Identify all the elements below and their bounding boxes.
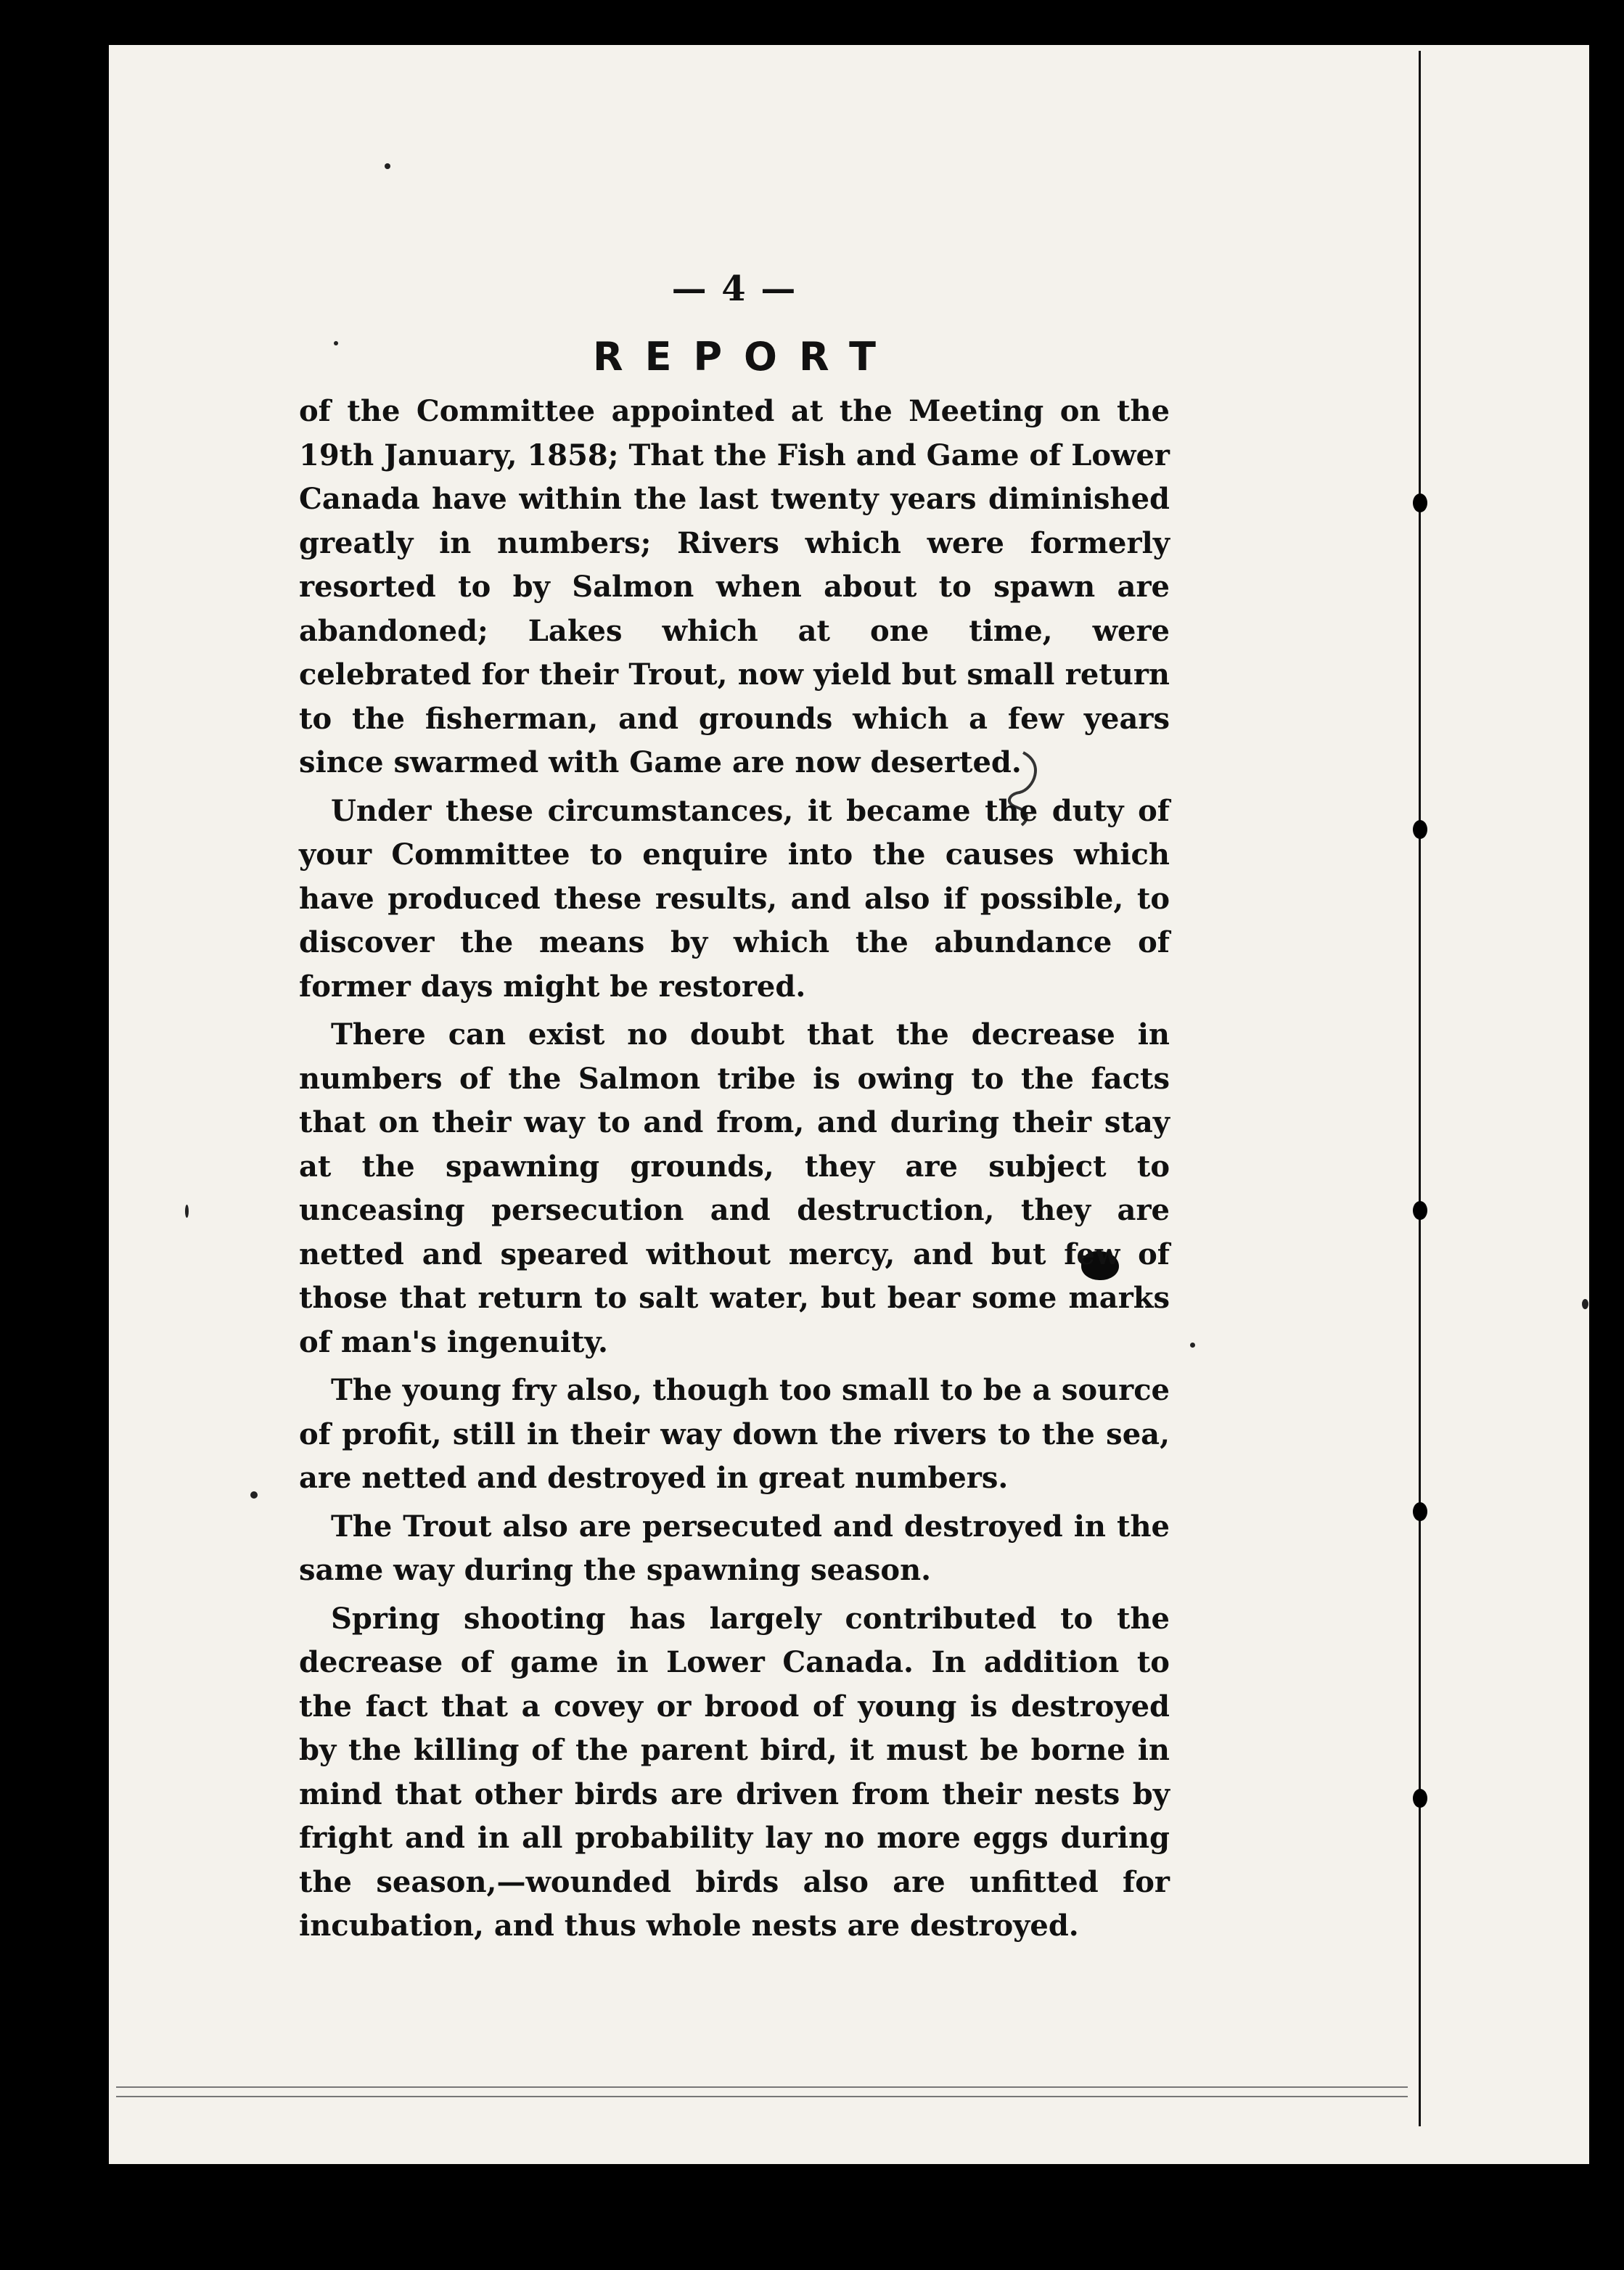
binding-hole-mark xyxy=(1413,1789,1427,1808)
paragraph-spring-shooting: Spring shooting has largely contributed to the decrease of game in Lower Canada. In addition to the fact that a covey or brood of young is destroyed by the killing of the parent bird, it must be borne in mind that other birds are driven from their nests by fright and in all probability lay no more eggs during the season,—wounded birds also are unfitted for incubation, and thus whole nests are destroyed. xyxy=(299,1601,1170,1943)
page-number: — 4 — xyxy=(671,269,797,309)
bottom-rule xyxy=(116,2096,1408,2097)
paragraph-committee-duty: Under these circumstances, it became the duty of your Committee to enquire into the causes which have produced these results, and also if possible, to discover the means by which the abundance of former days might be restored. xyxy=(299,793,1170,1004)
paragraph-salmon-decrease: There can exist no doubt that the decrease in numbers of the Salmon tribe is owing to the facts that on their way to and from, and during their stay at the spawning grounds, they are subject to unceasing persecution and destruction, they are netted and speared without mercy, and but few of those that return to salt water, but bear some marks of man's ingenuity. xyxy=(299,1017,1170,1359)
binding-hole-mark xyxy=(1413,1201,1427,1220)
scan-speck xyxy=(385,163,390,169)
paragraph-committee-report: of the Committee appointed at the Meeting on the 19th January, 1858; That the Fish and Game of Lower Canada have within the last twenty years diminished greatly in numbers; Rivers which were formerly resorted to by Salmon when about to spawn are abandoned; Lakes which at one time, were celebrated for their Trout, now yield but small return to the fisherman, and grounds which a few years since swarmed with Game are now deserted. xyxy=(299,394,1170,779)
scan-speck xyxy=(1582,1299,1588,1309)
scan-speck xyxy=(1190,1343,1195,1348)
binding-hole-mark xyxy=(1413,493,1427,512)
page-edge-line xyxy=(1419,51,1421,2126)
report-title: REPORT xyxy=(593,334,898,380)
binding-hole-mark xyxy=(1413,1502,1427,1521)
scan-speck xyxy=(250,1491,258,1499)
bottom-rule xyxy=(116,2086,1408,2088)
paragraph-trout: The Trout also are persecuted and destroyed in the same way during the spawning season. xyxy=(299,1509,1170,1587)
scan-speck xyxy=(185,1205,189,1218)
report-text-block xyxy=(299,269,1170,1953)
binding-hole-mark xyxy=(1413,820,1427,839)
paragraph-young-fry: The young fry also, though too small to be a source of profit, still in their way down the rivers to the sea, are netted and destroyed in great numbers. xyxy=(299,1373,1170,1495)
